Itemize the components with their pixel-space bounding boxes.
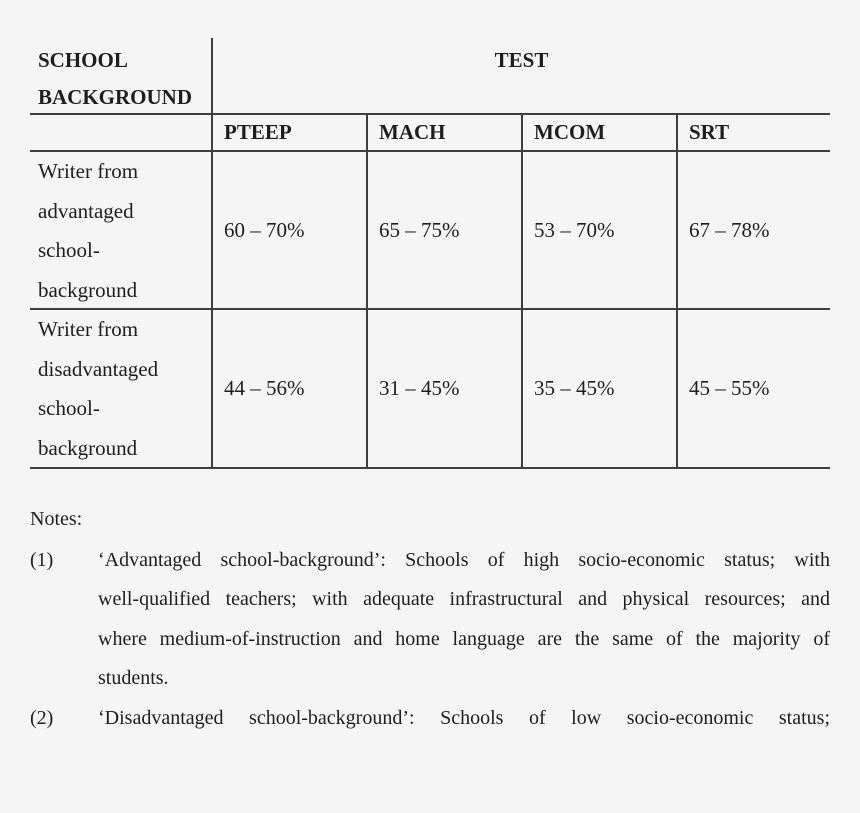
note-number-2: (2) <box>30 706 54 729</box>
notes-section <box>30 500 830 738</box>
note-2-line-1: ‘Disadvantaged school-background’: Schools of low socio-economic status; <box>98 706 830 729</box>
results-table <box>30 38 830 469</box>
note-text-1 <box>98 541 830 699</box>
column-header-mach: MACH <box>368 115 523 152</box>
corner-blank-cell <box>30 115 213 152</box>
note-1-line-3: where medium-of-instruction and home language are the same of the majority of <box>98 627 830 650</box>
notes-heading: Notes: <box>30 508 83 530</box>
value-advantaged-srt: 67 – 78% <box>678 152 830 310</box>
note-1-line-4: students. <box>98 667 169 689</box>
value-advantaged-mcom: 53 – 70% <box>523 152 678 310</box>
note-item-1 <box>30 541 830 699</box>
note-1-line-1: ‘Advantaged school-background’: Schools of high socio-economic status; with <box>98 548 830 571</box>
column-header-srt: SRT <box>678 115 830 152</box>
column-header-pteep: PTEEP <box>213 115 368 152</box>
note-text-2 <box>98 699 830 739</box>
note-1-line-2: well-qualified teachers; with adequate infrastructural and physical resources; and <box>98 588 830 610</box>
row-header-title: SCHOOL BACKGROUND <box>30 38 213 115</box>
row-label-disadvantaged: Writer from disadvantaged school-background <box>30 310 213 469</box>
note-number-1: (1) <box>30 548 54 571</box>
value-disadvantaged-mach: 31 – 45% <box>368 310 523 469</box>
row-label-advantaged: Writer from advantaged school-background <box>30 152 213 310</box>
value-disadvantaged-srt: 45 – 55% <box>678 310 830 469</box>
column-group-header-test: TEST <box>213 38 830 115</box>
column-header-mcom: MCOM <box>523 115 678 152</box>
value-disadvantaged-pteep: 44 – 56% <box>213 310 368 469</box>
value-advantaged-pteep: 60 – 70% <box>213 152 368 310</box>
value-disadvantaged-mcom: 35 – 45% <box>523 310 678 469</box>
note-item-2 <box>30 699 830 739</box>
value-advantaged-mach: 65 – 75% <box>368 152 523 310</box>
